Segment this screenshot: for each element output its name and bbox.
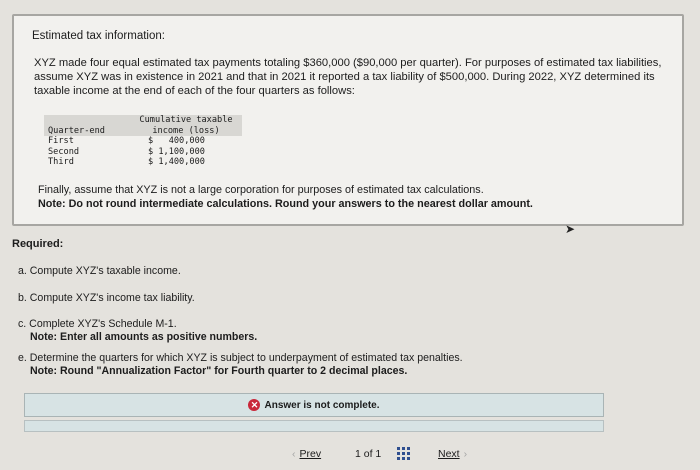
next-button[interactable] [438, 448, 471, 460]
table-row [44, 157, 242, 168]
info-paragraph: XYZ made four equal estimated tax payments totaling $360,000 ($90,000 per quarter). For purposes of estimated tax liabilities, assume XYZ was in existence in 2021 and that in 2021 it reported a tax liability of $500,000. During 2022, XYZ determined its taxable income at the end of each of the four quarters as follows: [34, 57, 662, 97]
requirement-c-text: c. Complete XYZ's Schedule M-1. [18, 318, 177, 330]
table-header-income: Cumulative taxable income (loss) [130, 115, 242, 136]
prev-label[interactable]: Prev [299, 448, 322, 460]
finally-text: Finally, assume that XYZ is not a large corporation for purposes of estimated tax calculations. [38, 184, 484, 196]
answer-panel-strip [24, 420, 604, 432]
table-row [44, 136, 242, 147]
info-title: Estimated tax information: [32, 30, 165, 42]
quarter-cell: First [48, 136, 74, 146]
quarter-cell: Third [48, 157, 74, 167]
required-heading: Required: [12, 238, 64, 250]
prev-button[interactable] [288, 448, 321, 460]
quarter-cell: Second [48, 146, 80, 157]
next-label[interactable]: Next [438, 448, 460, 460]
x-circle-icon: ✕ [248, 399, 260, 411]
assumption-text [38, 183, 533, 211]
answer-status-text: Answer is not complete. [264, 399, 380, 411]
requirement-e-text: e. Determine the quarters for which XYZ is subject to underpayment of estimated tax penalties. [18, 352, 463, 364]
requirement-c [18, 318, 257, 344]
page-indicator: 1 of 1 [355, 448, 382, 460]
table-row [44, 147, 242, 158]
table-header-quarter: Quarter-end [44, 115, 130, 136]
income-cell: $ 1,400,000 [148, 157, 205, 167]
cumulative-income-table [44, 115, 242, 168]
mouse-cursor-icon: ➤ [565, 222, 576, 236]
chevron-left-icon: ‹ [292, 448, 296, 460]
requirement-b: b. Compute XYZ's income tax liability. [18, 292, 195, 304]
requirement-e-note: Note: Round "Annualization Factor" for Fourth quarter to 2 decimal places. [30, 365, 408, 377]
requirement-a: a. Compute XYZ's taxable income. [18, 265, 181, 277]
requirement-e [18, 352, 463, 378]
chevron-right-icon: › [463, 448, 468, 460]
grid-view-icon[interactable] [397, 447, 410, 460]
income-cell: $ 1,100,000 [148, 146, 205, 157]
requirement-c-note: Note: Enter all amounts as positive numbers. [30, 331, 258, 343]
estimated-tax-info-box [12, 14, 684, 226]
income-cell: $ 400,000 [148, 136, 205, 146]
answer-status-bar [24, 393, 604, 417]
rounding-note: Note: Do not round intermediate calculations. Round your answers to the nearest dollar amount. [38, 198, 533, 210]
